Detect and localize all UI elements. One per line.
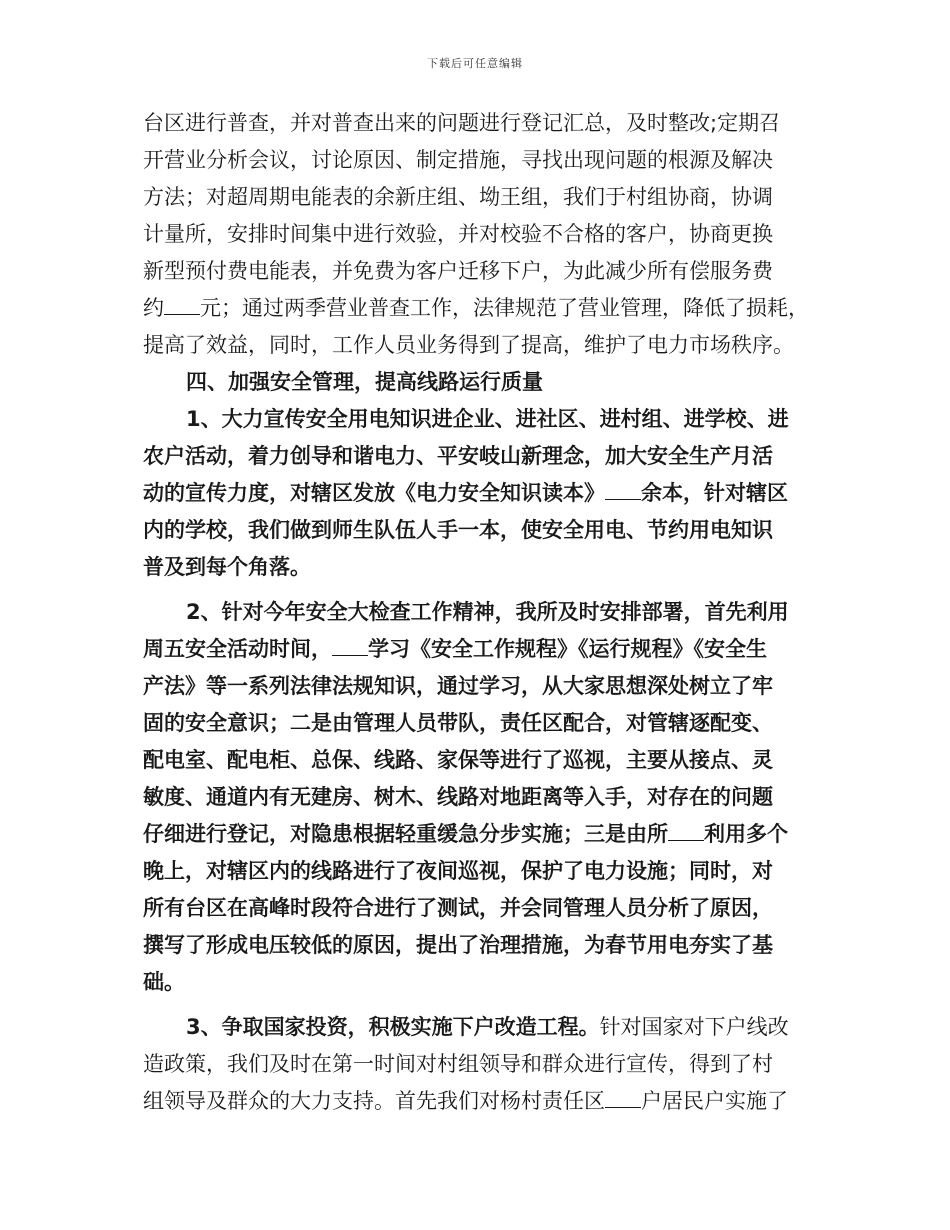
page-header-note: 下载后可任意编辑 [427, 57, 523, 70]
text-line: 计量所，安排时间集中进行效验，并对校验不合格的客户，协商更换 [143, 222, 773, 246]
paragraph-4 [143, 1009, 823, 1120]
text-line [143, 1083, 823, 1120]
document-body [143, 105, 823, 1120]
text-line: 普及到每个角落。 [143, 555, 311, 579]
text-line: 内的学校，我们做到师生队伍人手一本，使安全用电、节约用电知识 [143, 518, 773, 542]
text-line: 2、针对今年安全大检查工作精神，我所及时安排部署，首先利用 [186, 600, 789, 624]
text-line: 农户活动，着力创导和谐电力、平安岐山新理念，加大安全生产月活 [143, 444, 773, 468]
text-line: 台区进行普查，并对普查出来的问题进行登记汇总，及时整改;定期召 [143, 111, 781, 135]
text-fragment: 元；通过两季营业普查工作，法律规范了营业管理，降低了损耗， [200, 296, 809, 320]
paragraph-1 [143, 105, 823, 364]
blank-underline [332, 633, 368, 656]
text-line [143, 290, 823, 327]
blank-underline [668, 818, 704, 841]
text-line: 撰写了形成电压较低的原因，提出了治理措施，为春节用电夯实了基 [143, 933, 773, 957]
text-fragment: 组领导及群众的大力支持。首先我们对杨村责任区 [143, 1089, 605, 1113]
blank-underline [605, 477, 641, 500]
text-line: 配电室、配电柜、总保、线路、家保等进行了巡视，主要从接点、灵 [143, 748, 773, 772]
text-line: 产法》等一系列法律法规知识，通过学习，从大家思想深处树立了牢 [143, 674, 773, 698]
text-line: 开营业分析会议，讨论原因、制定措施，寻找出现问题的根源及解决 [143, 148, 773, 172]
text-line: 新型预付费电能表，并免费为客户迁移下户，为此减少所有偿服务费 [143, 259, 773, 283]
text-line: 提高了效益，同时，工作人员业务得到了提高，维护了电力市场秩序。 [143, 333, 794, 357]
text-fragment: 学习《安全工作规程》《运行规程》《安全生 [368, 637, 767, 661]
text-line: 所有台区在高峰时段符合进行了测试，并会同管理人员分析了原因， [143, 896, 773, 920]
text-line: 方法；对超周期电能表的余新庄组、坳王组，我们于村组协商，协调 [143, 185, 773, 209]
blank-underline [164, 292, 200, 315]
text-fragment: 针对国家对下户线改 [599, 1015, 789, 1039]
text-fragment: 户居民户实施了 [641, 1089, 788, 1113]
bold-lead-text: 3、争取国家投资，积极实施下户改造工程。 [186, 1015, 600, 1039]
text-line [143, 816, 823, 853]
text-line: 敏度、通道内有无建房、树木、线路对地距离等入手，对存在的问题 [143, 785, 773, 809]
text-fragment: 余本，针对辖区 [641, 481, 788, 505]
text-fragment: 周五安全活动时间， [143, 637, 332, 661]
text-line: 晚上，对辖区内的线路进行了夜间巡视，保护了电力设施；同时，对 [143, 859, 773, 883]
text-fragment: 仔细进行登记，对隐患根据轻重缓急分步实施；三是由所 [143, 822, 668, 846]
text-fragment: 动的宣传力度，对辖区发放《电力安全知识读本》 [143, 481, 605, 505]
text-line: 1、大力宣传安全用电知识进企业、进社区、进村组、进学校、进 [186, 407, 789, 431]
text-fragment: 约 [143, 296, 164, 320]
blank-underline [605, 1085, 641, 1108]
text-line [143, 1009, 823, 1046]
text-line: 础。 [143, 970, 185, 994]
text-line [143, 631, 823, 668]
paragraph-3 [143, 594, 823, 1001]
section-heading: 四、加强安全管理，提高线路运行质量 [186, 370, 543, 394]
text-line [143, 475, 823, 512]
paragraph-2 [143, 401, 823, 586]
text-line: 造政策，我们及时在第一时间对村组领导和群众进行宣传，得到了村 [143, 1052, 773, 1076]
text-fragment: 利用多个 [704, 822, 788, 846]
text-line: 固的安全意识；二是由管理人员带队，责任区配合，对管辖逐配变、 [143, 711, 773, 735]
